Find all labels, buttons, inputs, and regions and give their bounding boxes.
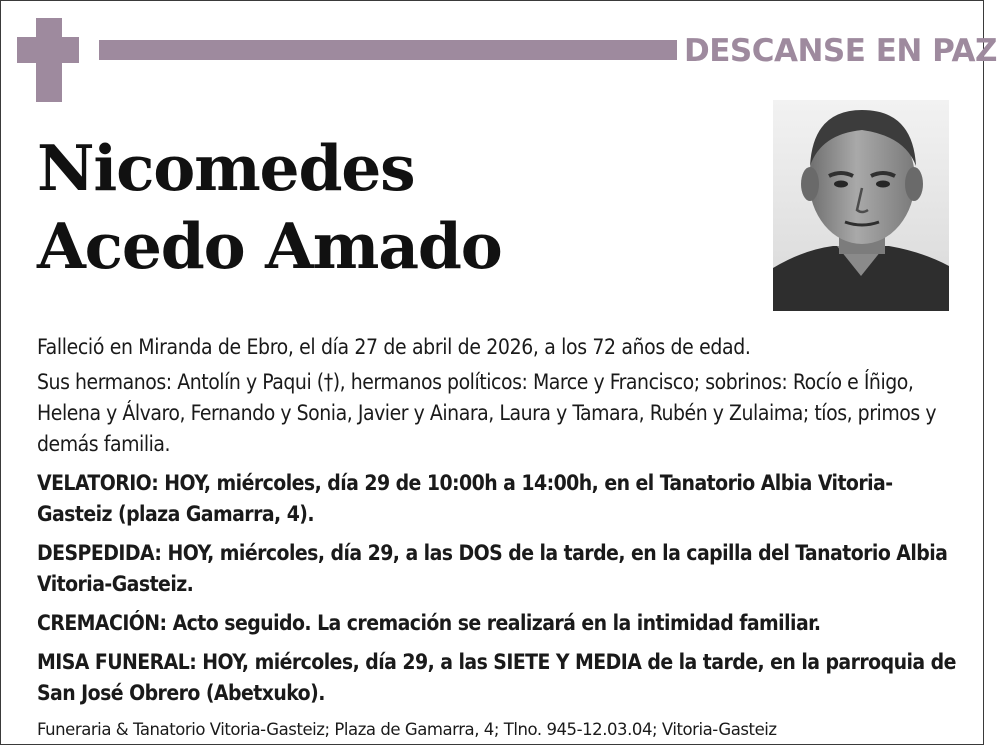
notice-body (37, 332, 957, 717)
deceased-first-name: Nicomedes (37, 131, 415, 205)
header-title: DESCANSE EN PAZ (684, 33, 997, 69)
death-announcement: Falleció en Miranda de Ebro, el día 27 de abril de 2026, a los 72 años de edad. (37, 335, 751, 359)
portrait-image (773, 100, 949, 311)
misa-funeral-info: MISA FUNERAL: HOY, miércoles, día 29, a las SIETE Y MEDIA de la tarde, en la parroquia de San José Obrero (Abetxuko). (37, 650, 956, 705)
deceased-portrait-photo (773, 100, 949, 311)
header-divider-bar (99, 40, 677, 60)
velatorio-info: VELATORIO: HOY, miércoles, día 29 de 10:00h a 14:00h, en el Tanatorio Albia Vitoria-Gasteiz (plaza Gamarra, 4). (37, 471, 893, 526)
family-list: Sus hermanos: Antolín y Paqui (†), hermanos políticos: Marce y Francisco; sobrinos: Rocío e Íñigo, Helena y Álvaro, Fernando y Sonia, Javier y Ainara, Laura y Tamara, Rubén y Zulaima; tíos, primos y demás familia. (37, 370, 937, 456)
cremacion-info: CREMACIÓN: Acto seguido. La cremación se realizará en la intimidad familiar. (37, 611, 821, 635)
funeral-home-footer: Funeraria & Tanatorio Vitoria-Gasteiz; Plaza de Gamarra, 4; Tlno. 945-12.03.04; Vitoria-Gasteiz (37, 720, 777, 739)
deceased-surnames: Acedo Amado (37, 209, 502, 283)
despedida-info: DESPEDIDA: HOY, miércoles, día 29, a las DOS de la tarde, en la capilla del Tanatorio Albia Vitoria-Gasteiz. (37, 541, 948, 596)
deceased-name (37, 129, 757, 285)
cross-horizontal-bar (17, 37, 79, 63)
